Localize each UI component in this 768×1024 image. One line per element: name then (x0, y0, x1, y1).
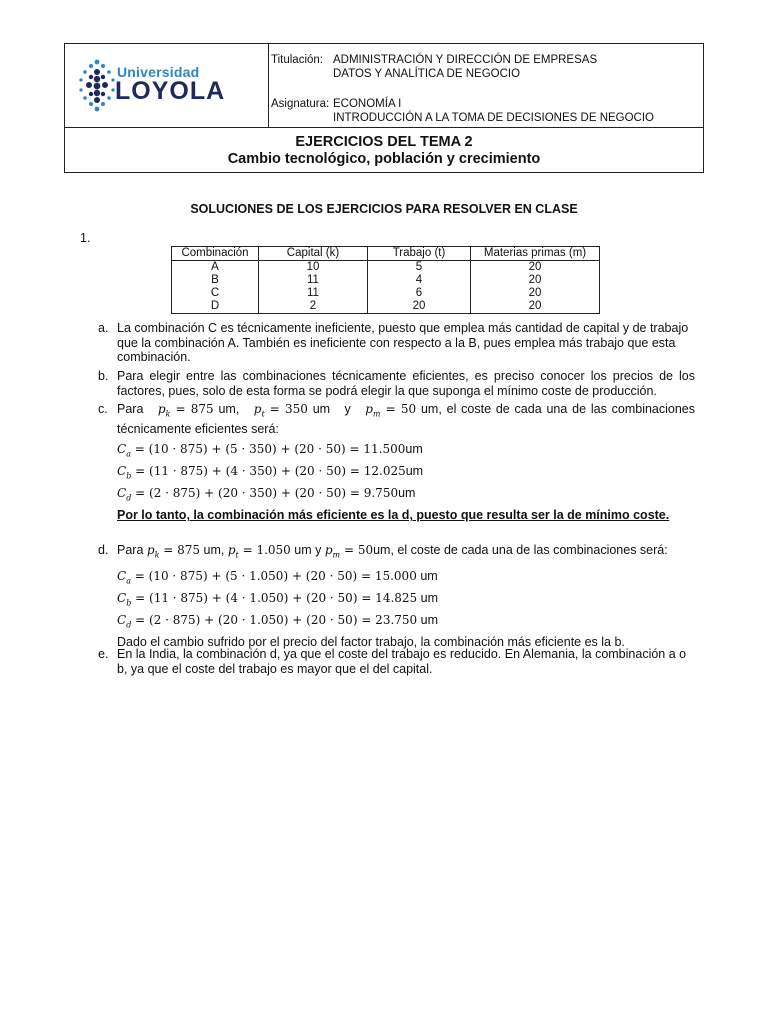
university-logo-icon (77, 56, 117, 116)
title-cell (65, 127, 703, 173)
item-intro (117, 543, 695, 563)
exercise-number: 1. (80, 231, 91, 245)
asignatura-value-2: INTRODUCCIÓN A LA TOMA DE DECISIONES DE NEGOCIO (333, 112, 655, 124)
table-header-cell: Capital (k) (259, 247, 368, 261)
price-materials: $p_m = 50$ (365, 402, 417, 419)
table-header-row (172, 247, 600, 261)
table-cell: 20 (471, 300, 600, 314)
section-title: SOLUCIONES DE LOS EJERCICIOS PARA RESOLVER EN CLASE (190, 202, 578, 216)
table-cell: 4 (368, 274, 471, 287)
price-capital: $p_k = 875$ (157, 402, 214, 419)
table-cell: 20 (471, 261, 600, 275)
equation-a: $C_a = (10 \cdot 875) + (5 \cdot 1.050) + (20 \cdot 50) = 15.000$ um (117, 568, 438, 586)
table-cell: 20 (471, 287, 600, 300)
equation-a: $C_a = (10 \cdot 875) + (5 \cdot 350) + (20 \cdot 50) = 11.500um$ (117, 442, 423, 459)
table-cell: B (172, 274, 259, 287)
document-subtitle: Cambio tecnológico, población y crecimiento (227, 151, 541, 167)
item-text: En la India, la combinación d, ya que el coste del trabajo es reducido. En Alemania, la combinación a o b, ya que el coste del trabajo es mayor que el del capital. (117, 647, 687, 676)
table-row (172, 287, 600, 300)
table-cell: 2 (259, 300, 368, 314)
table-cell: 20 (368, 300, 471, 314)
table-row (172, 274, 600, 287)
table-cell: 11 (259, 274, 368, 287)
table-cell: 6 (368, 287, 471, 300)
table-cell: A (172, 261, 259, 275)
table-cell: 5 (368, 261, 471, 275)
item-conclusion: Dado el cambio sufrido por el precio del factor trabajo, la combinación más eficiente es la b. (117, 634, 625, 649)
table-row (172, 300, 600, 314)
document-header (64, 43, 704, 173)
titulacion-value-1: ADMINISTRACIÓN Y DIRECCIÓN DE EMPRESAS (333, 54, 598, 66)
item-letter: c. (98, 402, 108, 416)
conj-text: y (344, 402, 351, 416)
asignatura-label: Asignatura: (271, 98, 330, 110)
item-letter: a. (98, 321, 109, 335)
table-cell: 11 (259, 287, 368, 300)
equation-d: $C_d = (2 \cdot 875) + (20 \cdot 1.050) + (20 \cdot 50) = 23.750$ um (117, 612, 439, 630)
answer-item-e (98, 647, 695, 676)
intro-text: um, el coste de cada una de las combinaciones será: (373, 543, 668, 557)
titulacion-label: Titulación: (271, 54, 323, 66)
table-cell: D (172, 300, 259, 314)
equation-b: $C_b = (11 \cdot 875) + (4 \cdot 1.050) + (20 \cdot 50) = 14.825$ um (117, 590, 439, 608)
item-text: Para elegir entre las combinaciones técnicamente eficientes, es preciso conocer los precios de los factores, pues, solo de esta forma se podrá elegir la que suponga el mínimo coste de producción. (117, 369, 695, 398)
answer-item-d (98, 543, 695, 649)
logo-university-text: Universidad (117, 64, 200, 80)
item-text: La combinación C es técnicamente ineficiente, puesto que emplea más cantidad de capital y de trabajo que la combinación A. También es ineficiente con respecto a la B, pues emplea más trabajo que esta combinación. (117, 321, 689, 364)
table-header-cell: Combinación (172, 247, 259, 261)
intro-text: Para (117, 402, 144, 416)
table-cell: 10 (259, 261, 368, 275)
item-letter: b. (98, 369, 109, 383)
logo-loyola-text: LOYOLA (115, 77, 226, 105)
item-conclusion: Por lo tanto, la combinación más eficiente es la d, puesto que resulta ser la de mínimo coste. (117, 508, 670, 523)
logo-cell (65, 44, 269, 127)
price-materials: $p_m = 50$ (324, 543, 374, 560)
table-cell: C (172, 287, 259, 300)
intro-text: Para (117, 543, 144, 557)
unit-text: um, (218, 402, 240, 416)
titulacion-value-2: DATOS Y ANALÍTICA DE NEGOCIO (333, 68, 521, 80)
price-labor: $p_t = 1.050$ (227, 543, 291, 560)
unit-text: um (312, 402, 331, 416)
equation-b: $C_b = (11 \cdot 875) + (4 \cdot 350) + (20 \cdot 50) = 12.025um$ (117, 464, 424, 481)
unit-text: um, (203, 543, 225, 557)
item-letter: d. (98, 543, 109, 557)
table-cell: 20 (471, 274, 600, 287)
answer-item-c (98, 402, 696, 523)
equation-d: $C_d = (2 \cdot 875) + (20 \cdot 350) + (20 \cdot 50) = 9.750um$ (117, 486, 416, 503)
answer-item-b (98, 369, 695, 398)
intro-text: um, el coste de cada una de las combinaciones técnicamente eficientes será: (117, 402, 696, 436)
combinations-table (171, 246, 600, 314)
item-letter: e. (98, 647, 109, 661)
document-title: EJERCICIOS DEL TEMA 2 (295, 134, 473, 150)
price-labor: $p_t = 350$ (253, 402, 308, 419)
item-intro (117, 402, 695, 436)
price-capital: $p_k = 875$ (146, 543, 201, 560)
answer-item-a (98, 321, 695, 365)
table-header-cell: Materias primas (m) (471, 247, 600, 261)
table-header-cell: Trabajo (t) (368, 247, 471, 261)
asignatura-value-1: ECONOMÍA I (333, 98, 402, 110)
unit-text: um y (294, 543, 322, 557)
table-row (172, 261, 600, 275)
course-info (271, 53, 701, 125)
